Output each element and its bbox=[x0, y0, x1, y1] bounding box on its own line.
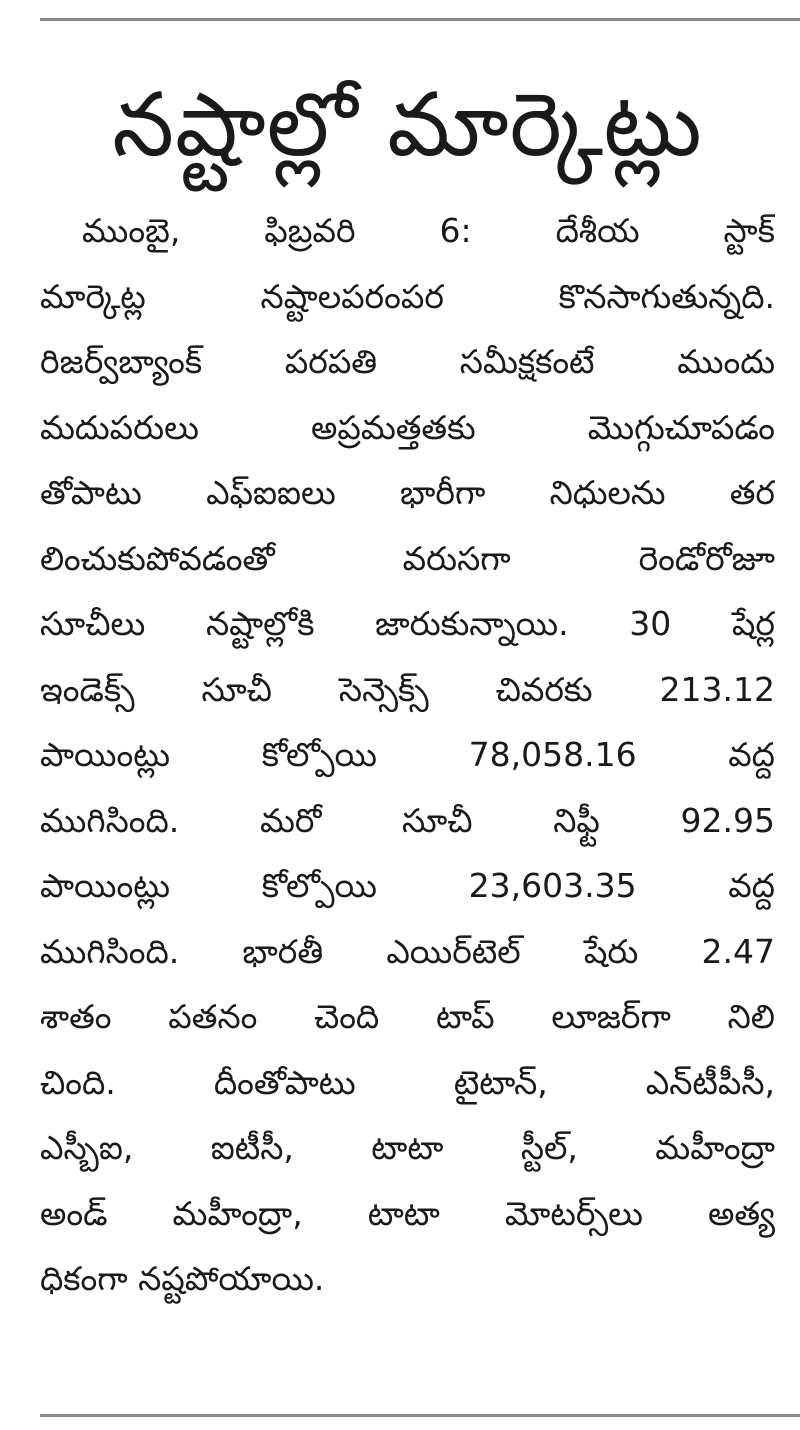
body-line: పాయింట్లు కోల్పోయి 78,058.16 వద్ద bbox=[40, 735, 775, 774]
body-line: పాయింట్లు కోల్పోయి 23,603.35 వద్ద bbox=[40, 866, 775, 905]
body-line: తోపాటు ఎఫ్‌ఐఐలు భారీగా నిధులను తర bbox=[40, 473, 775, 512]
body-line: శాతం పతనం చెంది టాప్ లూజర్‌గా నిలి bbox=[40, 997, 775, 1036]
body-line: ముగిసింది. మరో సూచీ నిఫ్టీ 92.95 bbox=[40, 800, 775, 840]
article-body bbox=[40, 198, 775, 1312]
body-line: చింది. దీంతోపాటు టైటాన్, ఎన్‌టీపీసీ, bbox=[40, 1062, 775, 1102]
body-line: ధికంగా నష్టపోయాయి. bbox=[40, 1259, 325, 1298]
body-line: ముగిసింది. భారతీ ఎయిర్‌టెల్ షేరు 2.47 bbox=[40, 931, 775, 971]
body-line: మార్కెట్ల నష్టాలపరంపర కొనసాగుతున్నది. bbox=[40, 276, 775, 316]
body-line: మదుపరులు అప్రమత్తతకు మొగ్గుచూపడం bbox=[40, 407, 775, 447]
body-line: సూచీలు నష్టాల్లోకి జారుకున్నాయి. 30 షేర్ల bbox=[40, 604, 775, 643]
headline: నష్టాల్లో మార్కెట్లు bbox=[112, 73, 703, 176]
body-line: ఎస్బీఐ, ఐటీసీ, టాటా స్టీల్, మహీంద్రా bbox=[40, 1128, 775, 1167]
body-line: లించుకుపోవడంతో వరుసగా రెండోరోజూ bbox=[40, 538, 775, 578]
body-line: రిజర్వ్‌బ్యాంక్ పరపతి సమీక్షకంటే ముందు bbox=[40, 342, 775, 381]
body-line: ఇండెక్స్ సూచీ సెన్సెక్స్ చివరకు 213.12 bbox=[40, 669, 775, 709]
news-article bbox=[40, 60, 775, 1312]
body-line: అండ్ మహీంద్రా, టాటా మోటర్స్‌లు అత్య bbox=[40, 1193, 775, 1233]
top-rule bbox=[40, 18, 800, 21]
body-line: ముంబై, ఫిబ్రవరి 6: దేశీయ స్టాక్ bbox=[82, 211, 775, 250]
bottom-rule bbox=[40, 1414, 800, 1417]
